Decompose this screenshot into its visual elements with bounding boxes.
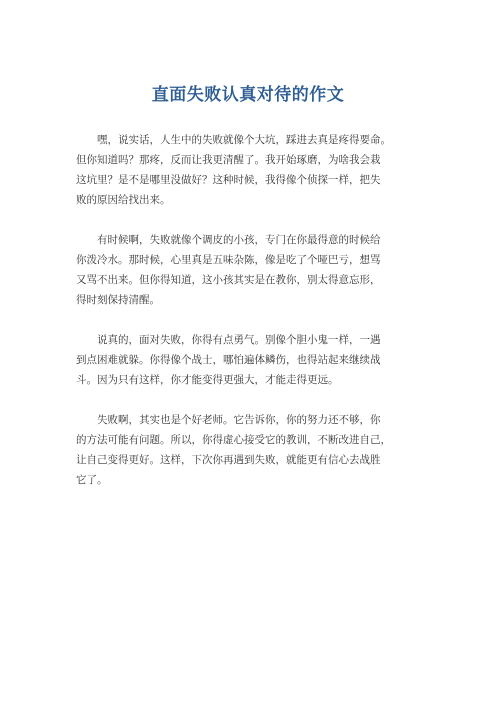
- paragraph-line: 但你知道吗？那疼，反而让我更清醒了。我开始琢磨，为啥我会栽: [76, 154, 381, 166]
- paragraph-3: [76, 330, 448, 390]
- paragraph-line: 到点困难就躲。你得像个战士，哪怕遍体鳞伤，也得站起来继续战: [76, 354, 381, 366]
- paragraph-line: 说真的，面对失败，你得有点勇气。别像个胆小鬼一样，一遇: [97, 334, 381, 346]
- document-title: 直面失败认真对待的作文: [151, 85, 345, 105]
- paragraph-2: [76, 230, 448, 310]
- paragraph-line: 你泼冷水。那时候，心里真是五味杂陈，像是吃了个哑巴亏，想骂: [76, 254, 381, 266]
- paragraph-line: 让自己变得更好。这样，下次你再遇到失败，就能更有信心去战胜: [76, 454, 381, 466]
- paragraph-line: 败的原因给找出来。: [76, 194, 171, 206]
- paragraph-4: [76, 410, 448, 490]
- paragraph-line: 它了。: [76, 474, 108, 486]
- document-body: [76, 130, 448, 510]
- paragraph-line: 失败啊，其实也是个好老师。它告诉你，你的努力还不够，你: [97, 414, 381, 426]
- paragraph-1: [76, 130, 448, 210]
- paragraph-line: 嘿，说实话，人生中的失败就像个大坑，踩进去真是疼得要命。: [97, 134, 391, 146]
- paragraph-line: 斗。因为只有这样，你才能变得更强大，才能走得更远。: [76, 374, 339, 386]
- paragraph-line: 有时候啊，失败就像个调皮的小孩，专门在你最得意的时候给: [97, 234, 381, 246]
- paragraph-line: 这坑里？是不是哪里没做好？这种时候，我得像个侦探一样，把失: [76, 174, 381, 186]
- paragraph-line: 的方法可能有问题。所以，你得虚心接受它的教训，不断改进自己，: [76, 434, 391, 446]
- paragraph-line: 又骂不出来。但你得知道，这小孩其实是在教你，别太得意忘形，: [76, 274, 381, 286]
- paragraph-line: 得时刻保持清醒。: [76, 294, 160, 306]
